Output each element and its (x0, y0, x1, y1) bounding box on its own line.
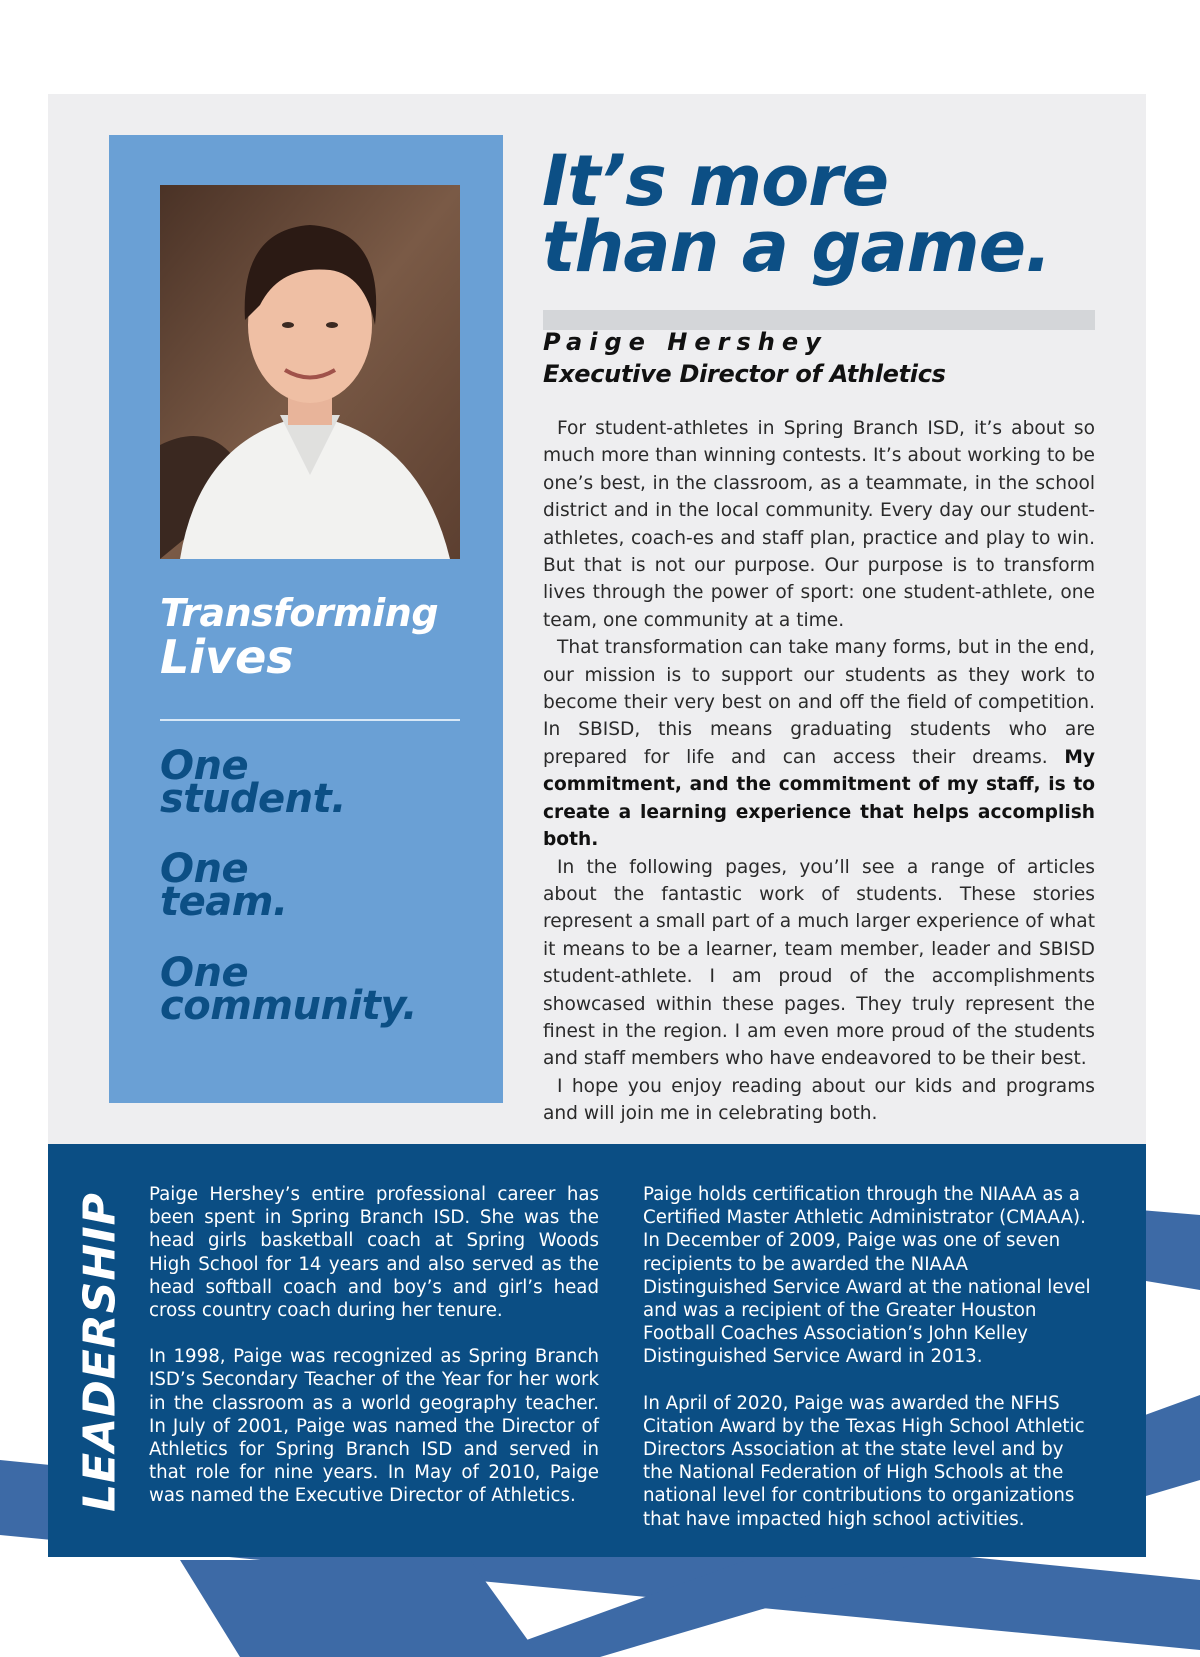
bio-paragraph: In April of 2020, Paige was awarded the NFHS Citation Award by the Texas High School Athletic Directors Association at the state level and by the National Federation of High Schools at the national level for contributions to organizations that have impacted high school activities. (643, 1392, 1085, 1530)
author-title: Executive Director of Athletics (543, 360, 946, 388)
transforming-text: Transforming (160, 591, 439, 635)
headline-line-1: It’s more (542, 140, 889, 222)
name-underlay-bar (543, 310, 1095, 330)
letter-body (543, 415, 1095, 1128)
motto-word: student. (160, 776, 346, 822)
letter-paragraph (543, 634, 1095, 853)
motto-community (160, 950, 500, 1029)
motto-word: team. (160, 879, 288, 925)
letter-text: That transformation can take many forms, but in the end, our mission is to support our students as they work to become their very best on and off the field of competition. In SBISD, this means graduating students who are prepared for life and can access their dreams. (543, 637, 1095, 768)
letter-paragraph: For student-athletes in Spring Branch ISD, it’s about so much more than winning contests. It’s about working to be one’s best, in the classroom, as a teammate, in the school district and in the local community. Every day our student-athletes, coach-es and staff plan, practice and play to win. But that is not our purpose. Our purpose is to transform lives through the power of sport: one student-athlete, one team, one community at a time. (543, 418, 1095, 631)
motto-one: One (160, 846, 249, 892)
letter-paragraph: I hope you enjoy reading about our kids and programs and will join me in celebrating both. (543, 1075, 1095, 1125)
portrait-photo (160, 185, 460, 559)
motto-team (160, 846, 500, 925)
lives-text: Lives (160, 630, 294, 684)
motto-one: One (160, 743, 249, 789)
letter-bold-statement: My commitment, and the commitment of my staff, is to create a learning experience that helps accomplish both. (543, 746, 1095, 851)
sidebar-divider (160, 719, 460, 721)
bio-paragraph: In 1998, Paige was recognized as Spring Branch ISD’s Secondary Teacher of the Year for her work in the classroom as a world geography teacher. In July of 2001, Paige was named the Director of Athletics for Spring Branch ISD and served in that role for nine years. In May of 2010, Paige was named the Executive Director of Athletics. (149, 1346, 599, 1507)
motto-word: community. (160, 983, 417, 1029)
author-name: Paige Hershey (543, 328, 828, 356)
motto-student (160, 743, 500, 822)
headline-line-2: than a game. (542, 206, 1051, 288)
page-title (542, 140, 1142, 288)
bio-left-column (149, 1183, 599, 1531)
bio-paragraph: Paige Hershey’s entire professional career has been spent in Spring Branch ISD. She was the head girls basketball coach at Spring Woods High School for 14 years and also served as the head softball coach and boy’s and girl’s head cross country coach during her tenure. (149, 1184, 599, 1322)
motto-one: One (160, 950, 249, 996)
bio-paragraph: Paige holds certification through the NIAAA as a Certified Master Athletic Administrator (CMAAA). In December of 2009, Paige was one of seven recipients to be awarded the NIAAA Distinguished Service Award at the national level and was a recipient of the Greater Houston Football Coaches Association’s John Kelley Distinguished Service Award in 2013. (643, 1184, 1091, 1368)
transforming-lives-heading (160, 591, 480, 684)
leadership-heading-text: LEADERSHIP (74, 1192, 126, 1512)
leadership-heading (70, 1194, 130, 1510)
letter-paragraph: In the following pages, you’ll see a range of articles about the fantastic work of students. These stories represent a small part of a much larger experience of what it means to be a learner, team member, leader and SBISD student-athlete. I am proud of the accomplishments showcased within these pages. They truly represent the finest in the region. I am even more proud of the students and staff members who have endeavored to be their best. (543, 856, 1095, 1070)
bio-right-column (643, 1183, 1093, 1554)
